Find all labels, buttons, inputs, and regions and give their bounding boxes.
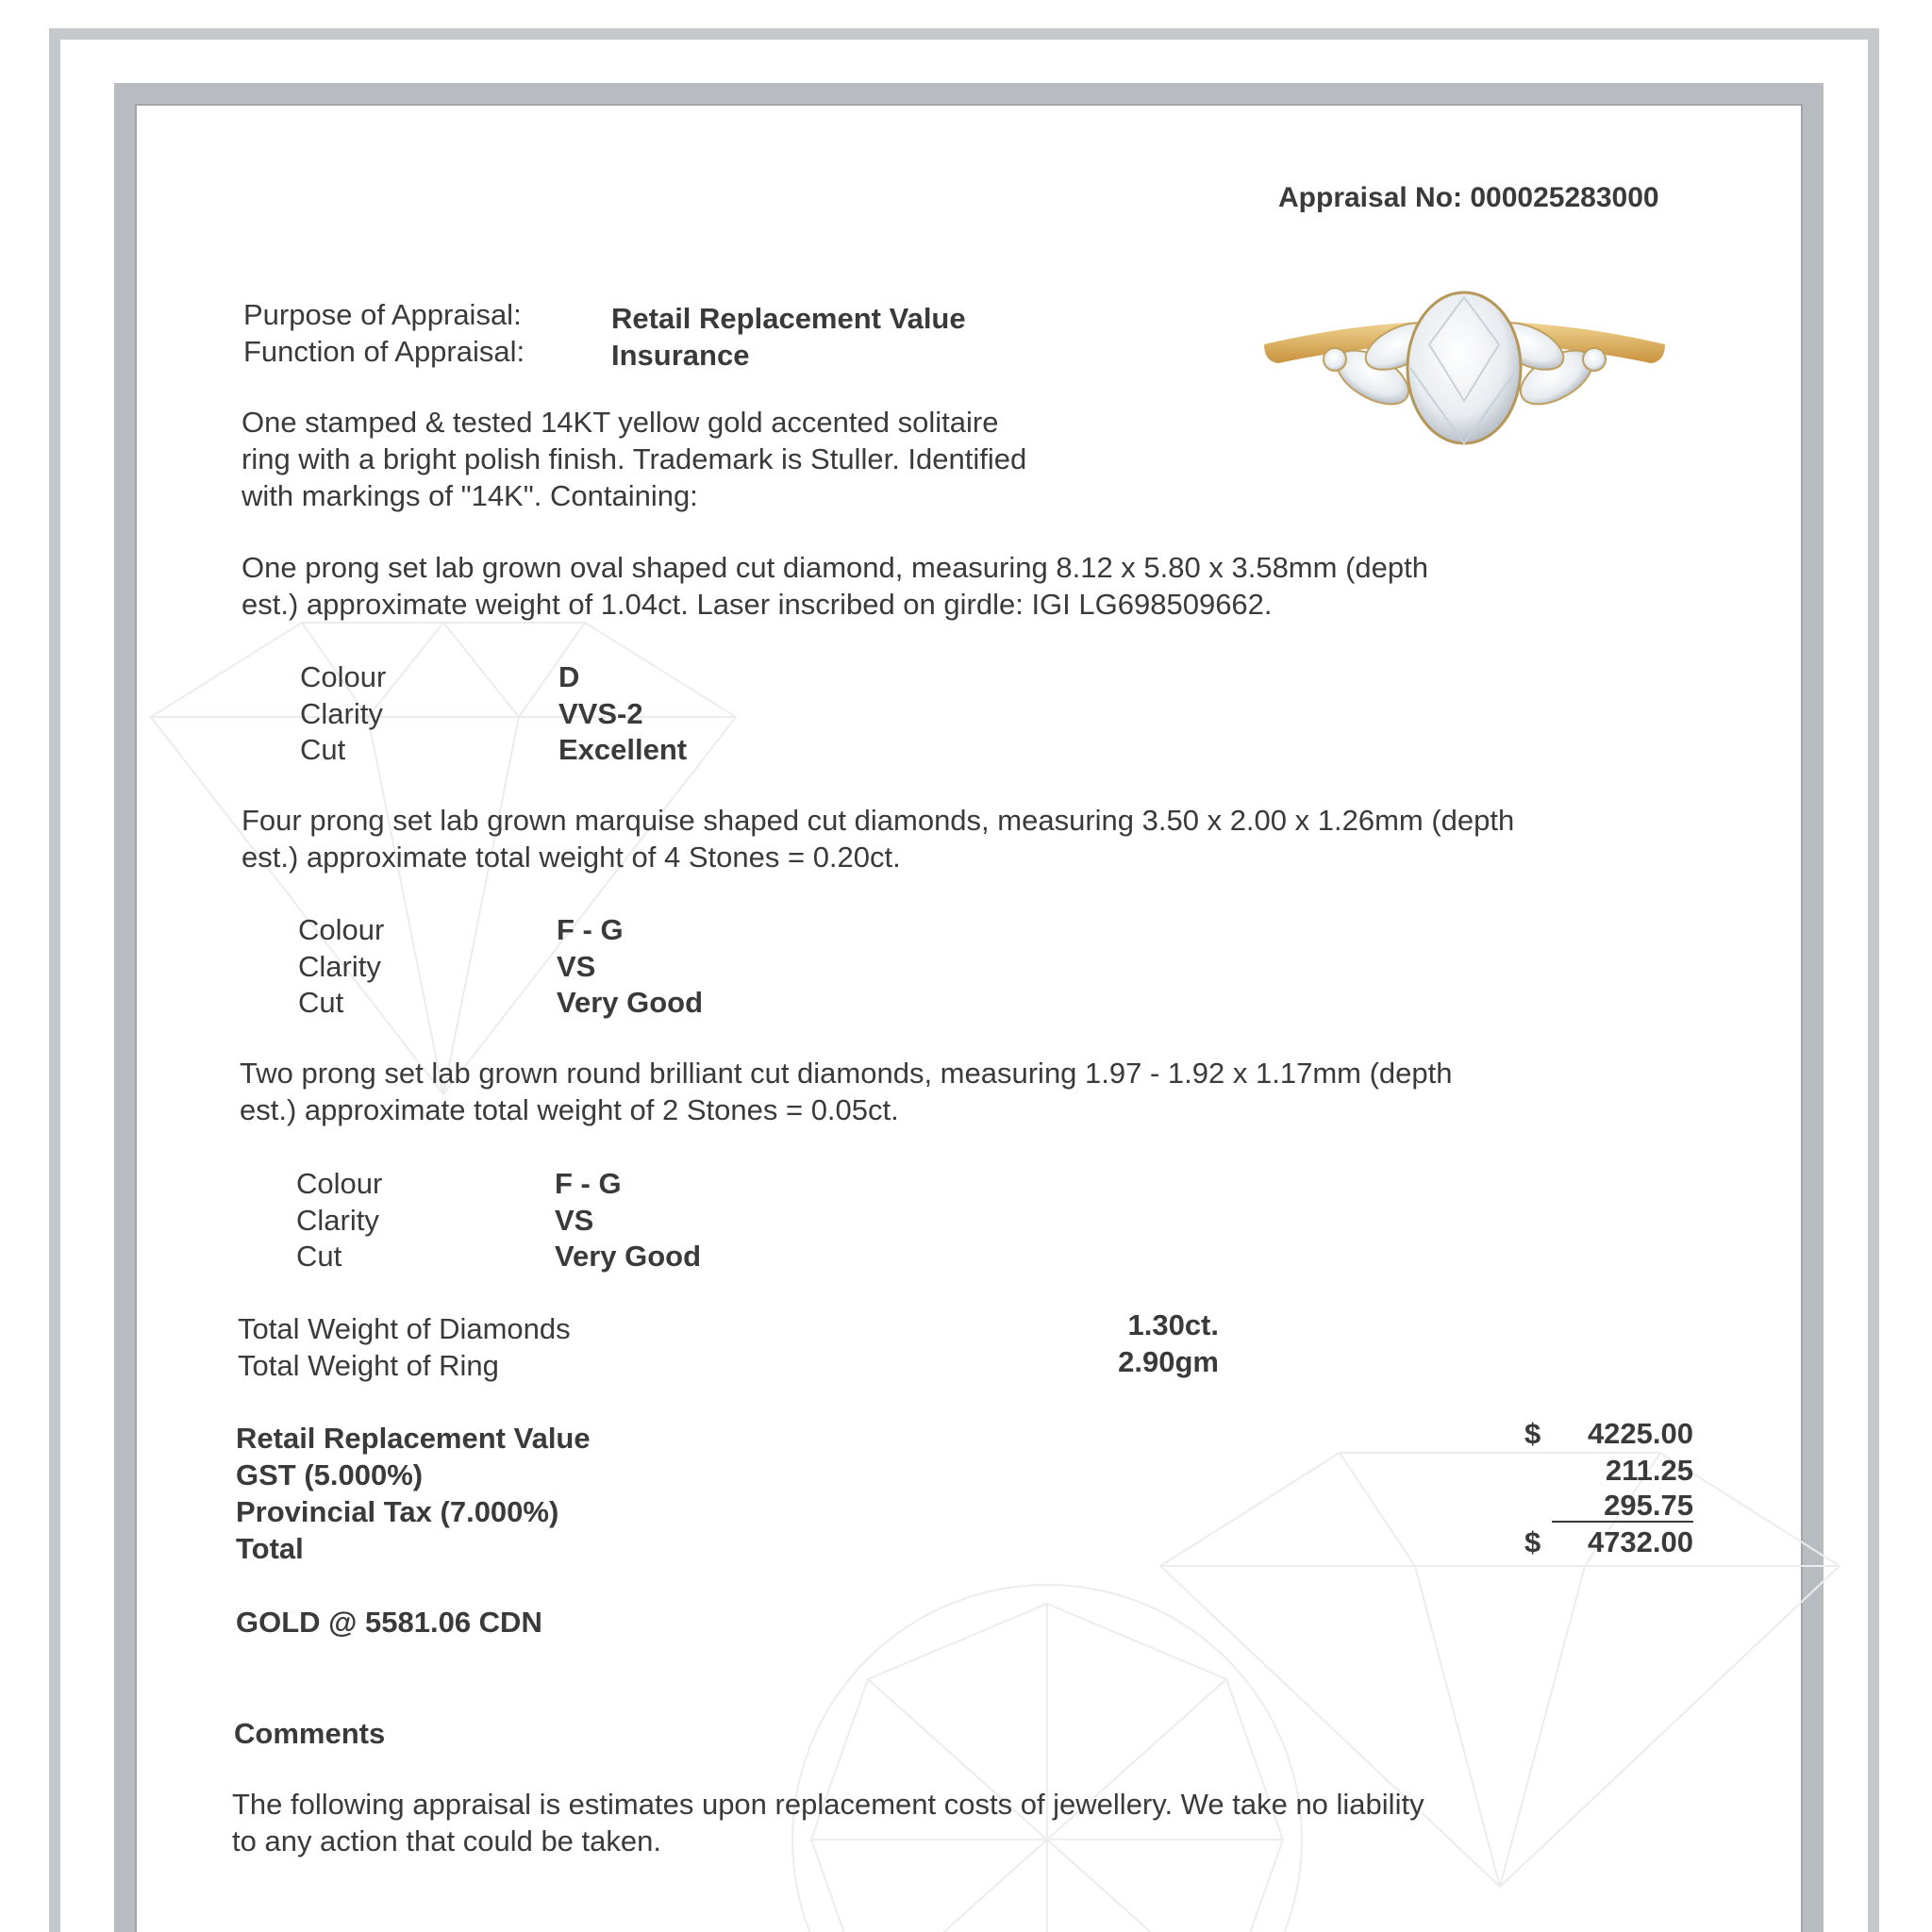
pst-label: Provincial Tax (7.000%) bbox=[236, 1495, 559, 1528]
rrv-currency: $ bbox=[1524, 1417, 1541, 1450]
comments-line-1: The following appraisal is estimates upon replacement costs of jewellery. We take no liability bbox=[232, 1788, 1424, 1821]
description-line-1: One stamped & tested 14KT yellow gold accented solitaire bbox=[242, 406, 999, 439]
subtotal-rule bbox=[1552, 1521, 1693, 1523]
stone-1-cut-value: Excellent bbox=[558, 733, 688, 766]
stone-1-clarity-value: VVS-2 bbox=[558, 697, 643, 730]
comments-line-2: to any action that could be taken. bbox=[232, 1824, 661, 1857]
comments-heading: Comments bbox=[234, 1717, 386, 1750]
function-value: Insurance bbox=[611, 339, 750, 372]
stone-3-clarity-label: Clarity bbox=[296, 1204, 379, 1237]
stone-2-clarity-label: Clarity bbox=[298, 950, 381, 983]
stone-2-cut-value: Very Good bbox=[557, 986, 704, 1019]
purpose-label: Purpose of Appraisal: bbox=[243, 298, 522, 331]
stone-2-clarity-value: VS bbox=[557, 950, 596, 983]
total-diamonds-value: 1.30ct. bbox=[1127, 1308, 1219, 1341]
stone-3-colour-value: F - G bbox=[555, 1167, 622, 1200]
stone-1-clarity-label: Clarity bbox=[300, 697, 383, 730]
stone-2-colour-label: Colour bbox=[298, 913, 385, 946]
stone-1-cut-label: Cut bbox=[300, 733, 346, 766]
gst-label: GST (5.000%) bbox=[236, 1458, 424, 1491]
gst-value: 211.25 bbox=[1605, 1454, 1693, 1487]
stone-3-cut-label: Cut bbox=[296, 1240, 342, 1273]
stone-1-line-1: One prong set lab grown oval shaped cut diamond, measuring 8.12 x 5.80 x 3.58mm (depth bbox=[242, 551, 1428, 584]
total-diamonds-label: Total Weight of Diamonds bbox=[238, 1312, 571, 1345]
gold-price: GOLD @ 5581.06 CDN bbox=[236, 1606, 542, 1639]
total-value: 4732.00 bbox=[1587, 1525, 1693, 1558]
stone-1-colour-label: Colour bbox=[300, 660, 387, 693]
stone-2-colour-value: F - G bbox=[557, 913, 624, 946]
stone-2-line-1: Four prong set lab grown marquise shaped cut diamonds, measuring 3.50 x 2.00 x 1.26mm (depth bbox=[242, 804, 1515, 837]
description-line-3: with markings of "14K". Containing: bbox=[242, 479, 698, 512]
appraisal-number: Appraisal No: 000025283000 bbox=[1278, 182, 1659, 213]
pst-value: 295.75 bbox=[1604, 1489, 1693, 1522]
ring-photo-icon bbox=[1259, 288, 1670, 467]
stone-2-cut-label: Cut bbox=[298, 986, 344, 1019]
stone-1-line-2: est.) approximate weight of 1.04ct. Laser inscribed on girdle: IGI LG698509662. bbox=[242, 588, 1273, 621]
stone-2-line-2: est.) approximate total weight of 4 Stones = 0.20ct. bbox=[242, 841, 901, 874]
stone-3-colour-label: Colour bbox=[296, 1167, 383, 1200]
stone-3-clarity-value: VS bbox=[555, 1204, 594, 1237]
total-ring-label: Total Weight of Ring bbox=[238, 1349, 499, 1382]
function-label: Function of Appraisal: bbox=[243, 335, 525, 368]
total-ring-value: 2.90gm bbox=[1118, 1345, 1219, 1378]
stone-3-line-2: est.) approximate total weight of 2 Stones = 0.05ct. bbox=[240, 1093, 899, 1126]
rrv-label: Retail Replacement Value bbox=[236, 1422, 591, 1455]
stone-1-colour-value: D bbox=[558, 660, 580, 693]
stone-3-line-1: Two prong set lab grown round brilliant cut diamonds, measuring 1.97 - 1.92 x 1.17mm (depth bbox=[240, 1057, 1453, 1090]
stone-3-cut-value: Very Good bbox=[555, 1240, 702, 1273]
description-line-2: ring with a bright polish finish. Trademark is Stuller. Identified bbox=[242, 442, 1027, 475]
purpose-value: Retail Replacement Value bbox=[611, 302, 966, 335]
total-label: Total bbox=[236, 1532, 304, 1565]
total-currency: $ bbox=[1524, 1525, 1541, 1558]
rrv-value: 4225.00 bbox=[1587, 1417, 1693, 1450]
